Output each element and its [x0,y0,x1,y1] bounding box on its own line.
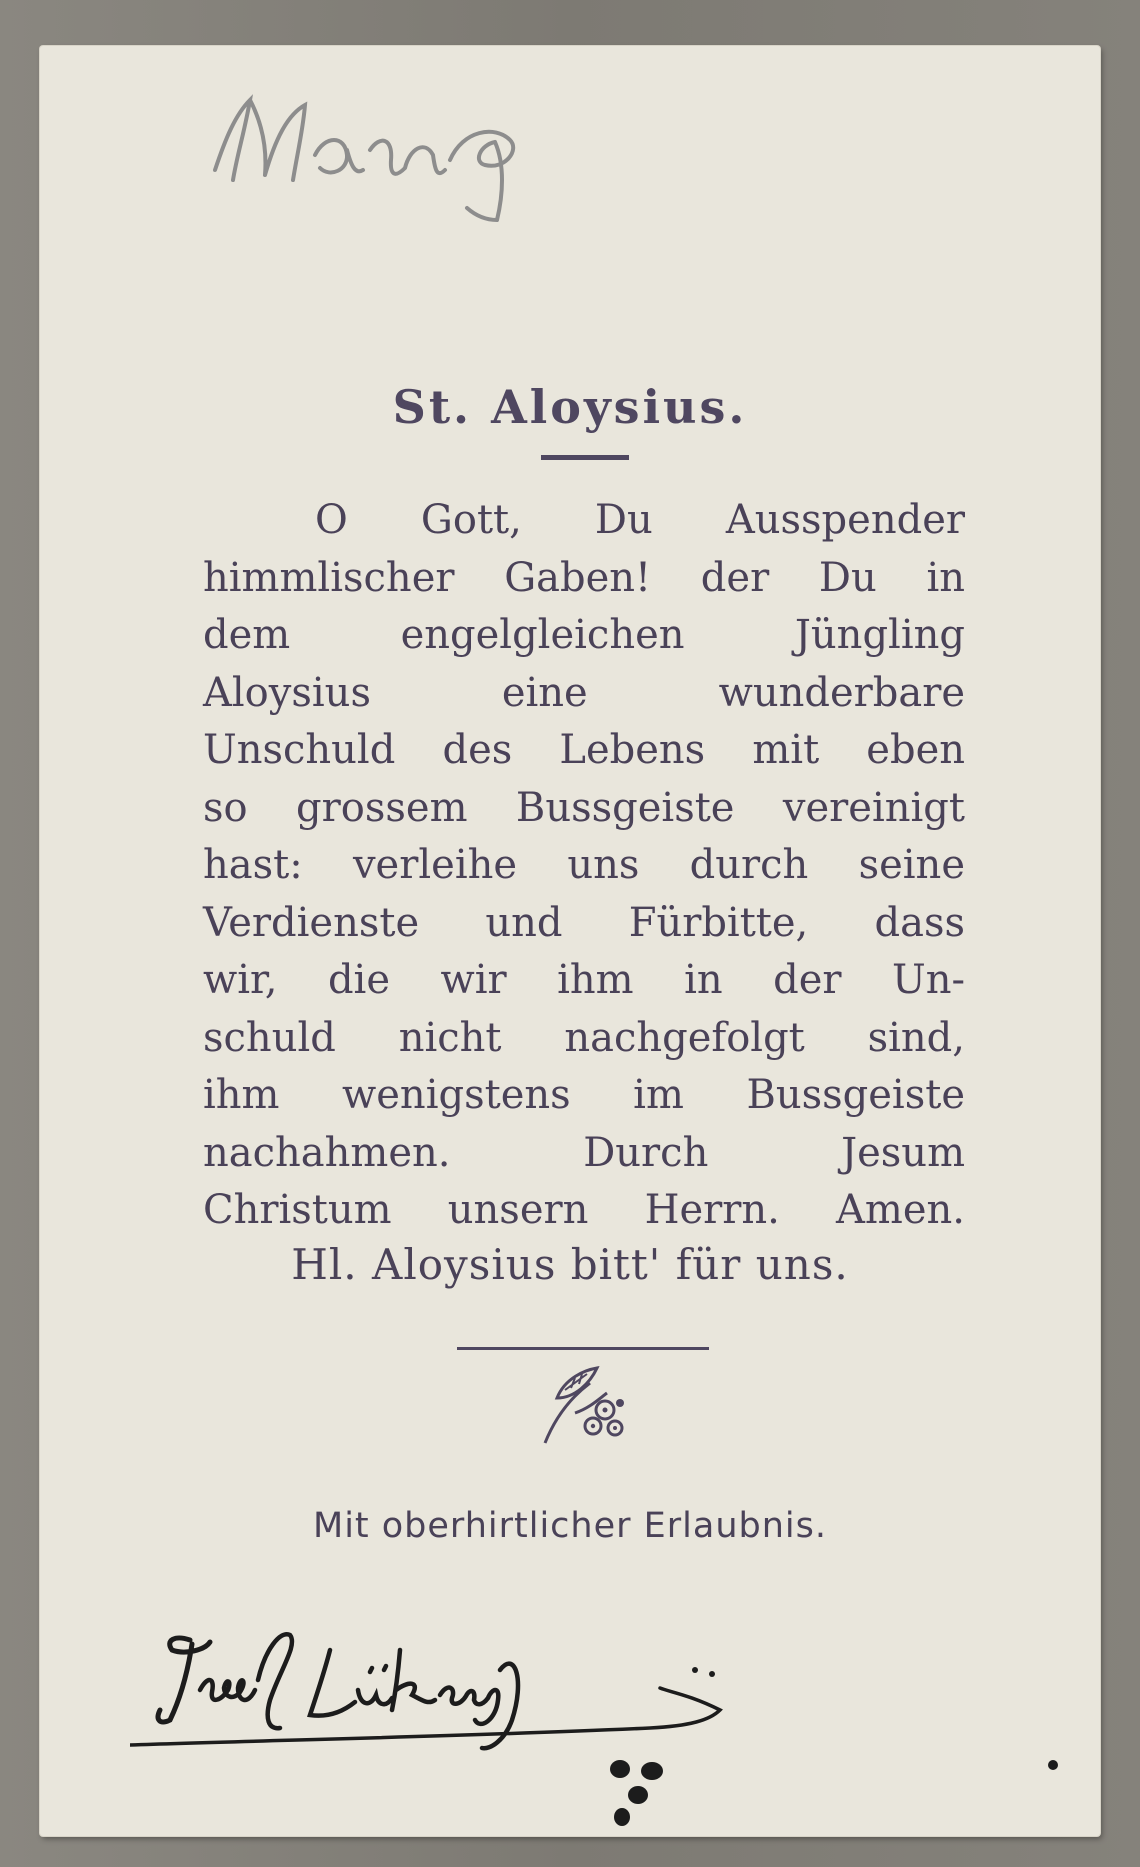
pencil-note [205,70,585,240]
closing-invocation: Hl. Aloysius bitt' für uns. [291,1240,849,1289]
prayer-line: nachahmen. Durch Jesum [203,1129,965,1176]
prayer-line: Aloysius eine wunderbare [203,669,965,716]
prayer-line: wir, die wir ihm in der Un- [203,957,965,1003]
prayer-line: schuld nicht nachgefolgt sind, [203,1014,965,1061]
prayer-line: Unschuld des Lebens mit eben [203,727,965,773]
prayer-line: hast: verleihe uns durch seine [203,842,965,888]
prayer-line: himmlischer Gaben! der Du in [203,554,965,601]
prayer-line: O Gott, Du Ausspender [315,497,965,543]
title-rule [541,455,629,460]
prayer-line: Verdienste und Fürbitte, dass [203,899,965,946]
handwritten-signature [130,1610,790,1760]
ink-dot [1048,1760,1058,1770]
prayer-text [203,492,965,1240]
divider-rule [457,1347,709,1350]
prayer-line: Christum unsern Herrn. Amen. [203,1187,965,1233]
approval-notice: Mit oberhirtlicher Erlaubnis. [313,1506,827,1546]
prayer-line: ihm wenigstens im Bussgeiste [203,1072,965,1118]
prayer-line: so grossem Bussgeiste vereinigt [203,784,965,831]
ink-spots [600,1755,690,1835]
prayer-line: dem engelgleichen Jüngling [203,612,965,658]
flower-sprig-icon [535,1358,635,1448]
card-title: St. Aloysius. [392,380,748,434]
